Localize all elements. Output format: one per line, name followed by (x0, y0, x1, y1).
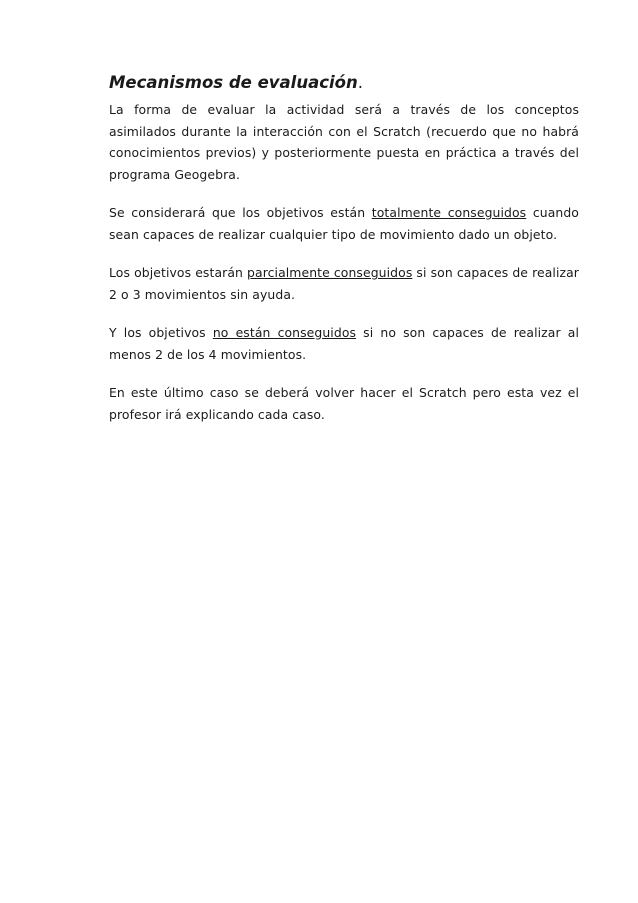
underlined-term-totally-achieved: totalmente conseguidos (371, 205, 527, 220)
paragraph-text-after: si son capaces de realizar 2 o 3 movimientos sin ayuda. (109, 265, 579, 302)
section-title: Mecanismos de evaluación (109, 73, 358, 92)
paragraph-partially-achieved (109, 262, 579, 305)
underlined-term-not-achieved: no están conseguidos (212, 325, 357, 340)
paragraph-text: En este último caso se deberá volver hacer el Scratch pero esta vez el profesor irá explicando cada caso. (109, 385, 579, 422)
paragraph-not-achieved (109, 322, 579, 365)
section-title-period: . (357, 73, 363, 92)
section-heading (109, 72, 579, 94)
paragraph-last-case (109, 382, 579, 425)
paragraph-text-after: cuando sean capaces de realizar cualquier tipo de movimiento dado un objeto. (109, 205, 579, 242)
paragraph-evaluation-method (109, 99, 579, 185)
paragraph-text-before: Se considerará que los objetivos están (109, 205, 372, 220)
paragraph-text-before: Y los objetivos (109, 325, 213, 340)
paragraph-text-after: si no son capaces de realizar al menos 2 de los 4 movimientos. (109, 325, 579, 362)
underlined-term-partially-achieved: parcialmente conseguidos (247, 265, 413, 280)
paragraph-fully-achieved (109, 202, 579, 245)
document-body (109, 72, 579, 442)
paragraph-text: La forma de evaluar la actividad será a través de los conceptos asimilados durante la interacción con el Scratch (recuerdo que no habrá conocimientos previos) y posteriormente puesta en práctica a través del programa Geogebra. (109, 102, 579, 182)
paragraph-text-before: Los objetivos estarán (109, 265, 248, 280)
